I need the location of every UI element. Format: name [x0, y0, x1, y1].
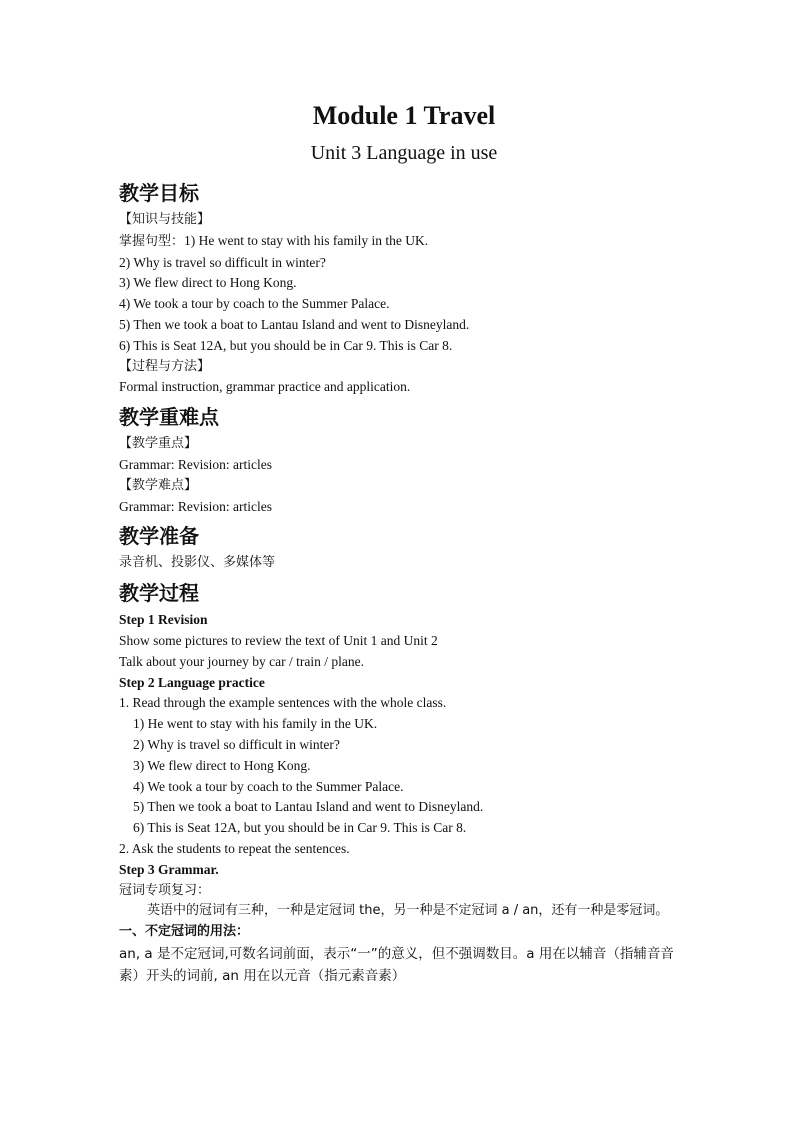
objective-sentence-4: 4) We took a tour by coach to the Summer Palace. [119, 296, 390, 312]
grasp-prefix: 掌握句型： [119, 233, 185, 249]
step2-sentence-2: 2) Why is travel so difficult in winter? [133, 736, 340, 752]
step2-title: Step 2 Language practice [119, 674, 265, 690]
difficulty-text: Grammar: Revision: articles [119, 498, 272, 514]
step2-sentence-4: 4) We took a tour by coach to the Summer Palace. [133, 778, 404, 794]
step2-item-1: 1. Read through the example sentences with the whole class. [119, 695, 447, 711]
step1-line-1: Show some pictures to review the text of Unit 1 and Unit 2 [119, 632, 438, 648]
difficulty-label: 【教学难点】 [119, 477, 198, 493]
page-title: Module 1 Travel [312, 101, 496, 130]
article-review-label: 冠词专项复习： [119, 882, 211, 898]
page-subtitle: Unit 3 Language in use [310, 142, 498, 164]
objective-sentence-3: 3) We flew direct to Hong Kong. [119, 275, 297, 291]
objective-sentence-5: 5) Then we took a boat to Lantau Island and went to Disneyland. [119, 316, 470, 332]
step1-line-2: Talk about your journey by car / train / plane. [119, 653, 364, 669]
focus-label: 【教学重点】 [119, 436, 198, 452]
step2-sentence-3: 3) We flew direct to Hong Kong. [133, 757, 311, 773]
focus-text: Grammar: Revision: articles [119, 456, 272, 472]
step1-title: Step 1 Revision [119, 612, 208, 628]
preparation-text: 录音机、投影仪、多媒体等 [119, 555, 276, 571]
articles-intro: 英语中的冠词有三种，一种是定冠词 the，另一种是不定冠词 a / an，还有一种是零冠词。 [147, 903, 669, 919]
indefinite-article-text: an, a 是不定冠词,可数名词前面，表示“一”的意义，但不强调数目。a 用在以辅音（指辅音音素）开头的词前, an 用在以元音（指元素音素） [119, 945, 674, 984]
objective-sentence-text: 1) He went to stay with his family in the UK. [184, 232, 429, 248]
knowledge-label: 【知识与技能】 [119, 212, 211, 227]
objective-sentence-1 [119, 231, 685, 253]
process-method-text: Formal instruction, grammar practice and application. [119, 379, 411, 395]
step2-item-2: 2. Ask the students to repeat the sentences. [119, 840, 350, 856]
objectives-heading: 教学目标 [119, 181, 199, 205]
step2-sentence-1: 1) He went to stay with his family in the UK. [133, 716, 378, 732]
document-content [119, 96, 685, 987]
process-heading: 教学过程 [119, 581, 199, 606]
process-method-label: 【过程与方法】 [119, 358, 211, 374]
key-points-heading: 教学重难点 [119, 405, 219, 430]
objective-sentence-2: 2) Why is travel so difficult in winter? [119, 254, 326, 270]
indefinite-article-heading: 一、不定冠词的用法： [119, 924, 250, 940]
step3-title: Step 3 Grammar. [119, 861, 219, 877]
step2-sentence-6: 6) This is Seat 12A, but you should be in Car 9. This is Car 8. [133, 820, 467, 836]
step2-sentence-5: 5) Then we took a boat to Lantau Island and went to Disneyland. [133, 799, 484, 815]
objective-sentence-6: 6) This is Seat 12A, but you should be in Car 9. This is Car 8. [119, 337, 453, 353]
preparation-heading: 教学准备 [119, 524, 199, 549]
